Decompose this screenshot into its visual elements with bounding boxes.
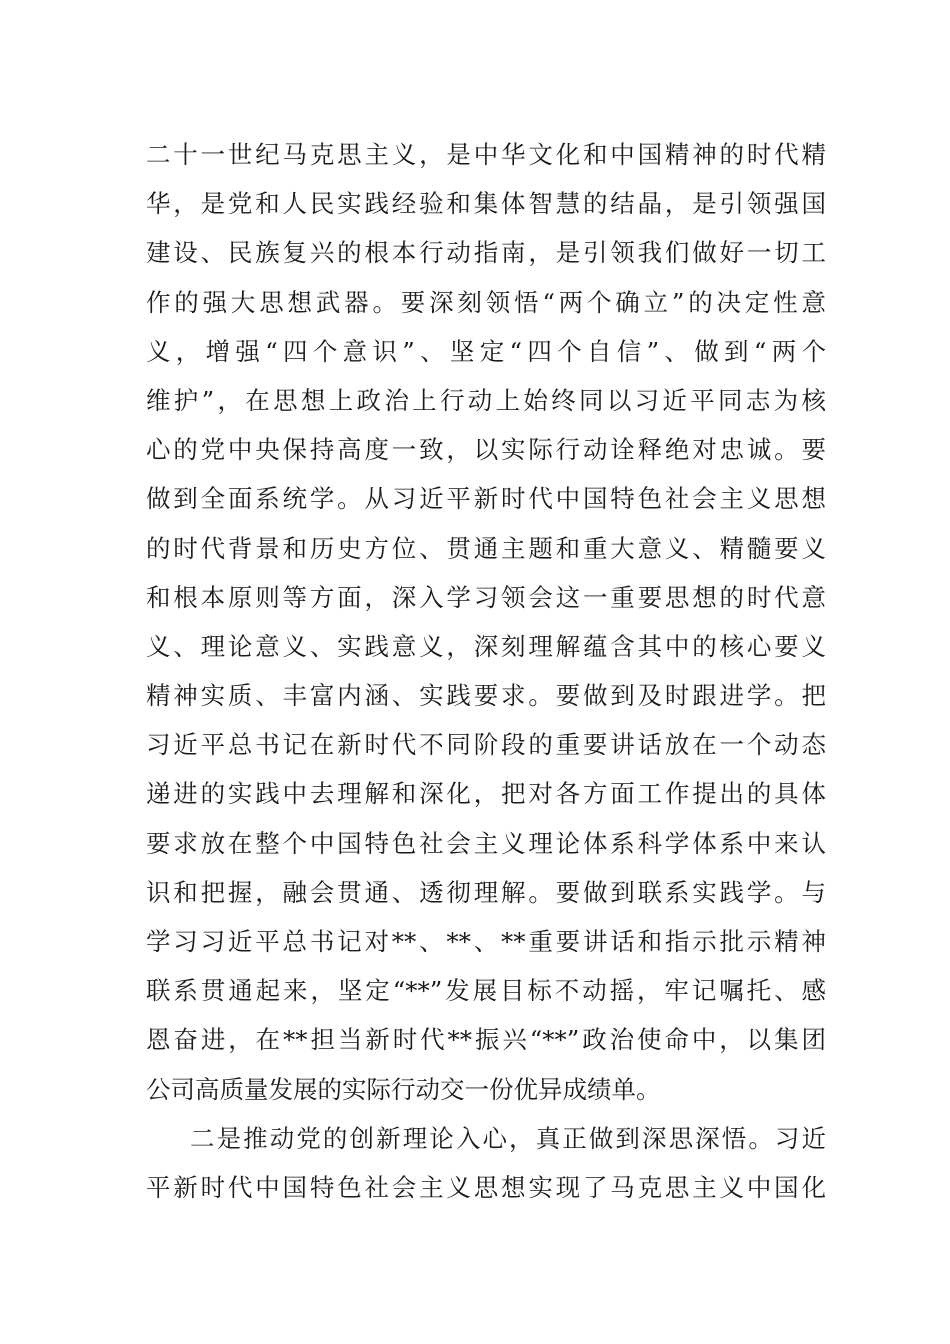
text-line: 习近平总书记在新时代不同阶段的重要讲话放在一个动态 xyxy=(146,730,826,760)
text-line: 联系贯通起来，坚定“**”发展目标不动摇，牢记嘱托、感 xyxy=(146,976,826,1006)
text-line: 要求放在整个中国特色社会主义理论体系科学体系中来认 xyxy=(146,828,826,858)
text-line: 华，是党和人民实践经验和集体智慧的结晶，是引领强国 xyxy=(146,189,826,219)
text-line: 和根本原则等方面，深入学习领会这一重要思想的时代意 xyxy=(146,582,826,612)
text-line: 的时代背景和历史方位、贯通主题和重大意义、精髓要义 xyxy=(146,533,826,563)
body-text xyxy=(146,130,826,1212)
paragraph-first-line: 二是推动党的创新理论入心，真正做到深思深悟。习近 xyxy=(190,1123,826,1153)
text-line: 平新时代中国特色社会主义思想实现了马克思主义中国化 xyxy=(146,1172,826,1202)
text-line: 做到全面系统学。从习近平新时代中国特色社会主义思想 xyxy=(146,484,826,514)
text-line: 恩奋进，在**担当新时代**振兴“**”政治使命中，以集团 xyxy=(146,1025,826,1055)
text-line: 义，增强“四个意识”、坚定“四个自信”、做到“两个 xyxy=(146,336,826,366)
text-line: 精神实质、丰富内涵、实践要求。要做到及时跟进学。把 xyxy=(146,681,826,711)
text-line: 建设、民族复兴的根本行动指南，是引领我们做好一切工 xyxy=(146,238,826,268)
text-line: 递进的实践中去理解和深化，把对各方面工作提出的具体 xyxy=(146,779,826,809)
text-line: 作的强大思想武器。要深刻领悟“两个确立”的决定性意 xyxy=(146,287,826,317)
text-line: 维护”，在思想上政治上行动上始终同以习近平同志为核 xyxy=(146,385,826,415)
text-line: 学习习近平总书记对**、**、**重要讲话和指示批示精神 xyxy=(146,927,826,956)
text-line: 心的党中央保持高度一致，以实际行动诠释绝对忠诚。要 xyxy=(146,435,826,465)
paragraph-end-line: 公司高质量发展的实际行动交一份优异成绩单。 xyxy=(146,1074,661,1104)
text-line: 义、理论意义、实践意义，深刻理解蕴含其中的核心要义 xyxy=(146,631,826,661)
text-line: 二十一世纪马克思主义，是中华文化和中国精神的时代精 xyxy=(146,140,826,169)
text-line: 识和把握，融会贯通、透彻理解。要做到联系实践学。与 xyxy=(146,877,826,907)
